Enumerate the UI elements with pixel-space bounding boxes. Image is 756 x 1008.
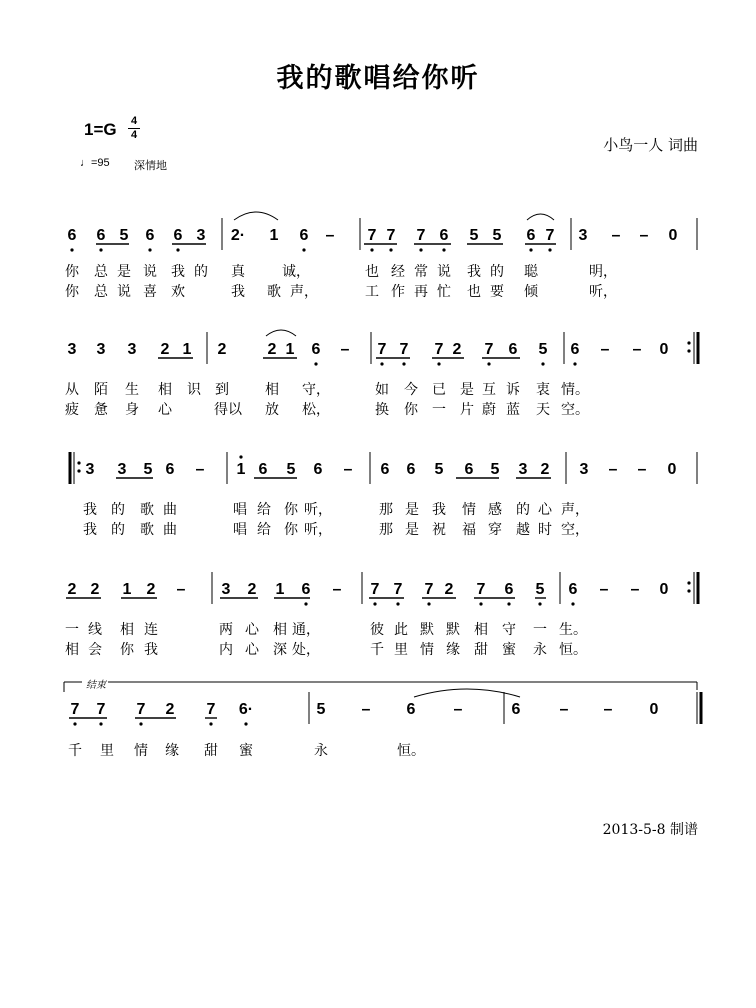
lyric-syllable: 连 bbox=[144, 622, 158, 638]
octave-low-dot bbox=[148, 248, 151, 251]
lyric-syllable: 心 bbox=[245, 622, 259, 638]
note: 2 bbox=[247, 581, 257, 598]
note: – bbox=[340, 341, 350, 358]
note: 2 bbox=[90, 581, 100, 598]
time-signature-top: 4 bbox=[130, 115, 138, 127]
lyric-syllable: 永 bbox=[533, 642, 547, 658]
octave-low-dot bbox=[139, 722, 142, 725]
lyric-syllable: 情 bbox=[462, 502, 476, 518]
note: 6 bbox=[406, 461, 416, 478]
note: 2 bbox=[444, 581, 454, 598]
octave-low-dot bbox=[380, 362, 383, 365]
lyric-syllable: 的 bbox=[490, 264, 504, 280]
lyric-syllable: 身 bbox=[125, 402, 139, 418]
note: 1 bbox=[275, 581, 285, 598]
lyric-syllable: 相 bbox=[65, 642, 79, 658]
octave-low-dot bbox=[548, 248, 551, 251]
note: – bbox=[176, 581, 186, 598]
lyric-syllable: 换 bbox=[375, 402, 389, 418]
note: – bbox=[603, 701, 613, 718]
note: 2 bbox=[67, 581, 77, 598]
lyric-syllable: 甜 bbox=[474, 642, 488, 658]
octave-low-dot bbox=[419, 248, 422, 251]
note: 3 bbox=[579, 461, 589, 478]
note: 1 bbox=[285, 341, 295, 358]
note: 6 bbox=[439, 227, 449, 244]
note: 7 bbox=[434, 341, 444, 358]
note: 1 bbox=[122, 581, 132, 598]
lyric-syllable: 时 bbox=[538, 522, 552, 538]
note: 5 bbox=[538, 341, 548, 358]
lyric-syllable: 经 bbox=[391, 264, 405, 280]
note: 6 bbox=[526, 227, 536, 244]
octave-low-dot bbox=[573, 362, 576, 365]
octave-low-dot bbox=[370, 248, 373, 251]
note: 2 bbox=[267, 341, 277, 358]
note: 7 bbox=[136, 701, 146, 718]
note: 3 bbox=[85, 461, 95, 478]
note: 0 bbox=[659, 341, 669, 358]
note: 2 bbox=[146, 581, 156, 598]
lyric-syllable: 相 bbox=[265, 382, 279, 398]
lyric-syllable: 歌 bbox=[140, 502, 154, 518]
note: 6 bbox=[313, 461, 323, 478]
lyric-syllable: 今 bbox=[404, 382, 418, 398]
lyric-syllable: 聪 bbox=[524, 264, 538, 280]
lyric-syllable: 喜 bbox=[143, 284, 157, 300]
note: – bbox=[639, 227, 649, 244]
lyric-syllable: 唱 bbox=[233, 502, 247, 518]
octave-low-dot bbox=[99, 722, 102, 725]
score-system-5 bbox=[69, 692, 701, 726]
note: 7 bbox=[96, 701, 106, 718]
note: 5 bbox=[286, 461, 296, 478]
lyric-syllable: 从 bbox=[65, 382, 79, 398]
note: 3 bbox=[196, 227, 206, 244]
octave-low-dot bbox=[389, 248, 392, 251]
slur-tie bbox=[266, 330, 296, 336]
lyric-syllable: 总 bbox=[94, 264, 108, 280]
note: – bbox=[343, 461, 353, 478]
note: 7 bbox=[476, 581, 486, 598]
note: 7 bbox=[367, 227, 377, 244]
note: – bbox=[632, 341, 642, 358]
note: 7 bbox=[370, 581, 380, 598]
lyric-syllable: 彼 bbox=[370, 622, 384, 638]
lyric-syllable: 缘 bbox=[165, 743, 179, 759]
lyric-syllable: 蜜 bbox=[502, 642, 516, 658]
lyric-syllable: 感 bbox=[488, 502, 502, 518]
note: 7 bbox=[70, 701, 80, 718]
lyric-syllable: 情。 bbox=[561, 382, 589, 398]
note: 6 bbox=[299, 227, 309, 244]
note: 5 bbox=[119, 227, 129, 244]
lyric-syllable: 祝 bbox=[432, 522, 446, 538]
note: 1 bbox=[182, 341, 192, 358]
key-signature: 1=G bbox=[84, 120, 117, 139]
lyric-syllable: 给 bbox=[257, 522, 271, 538]
lyric-syllable: 你 bbox=[65, 264, 79, 280]
octave-low-dot bbox=[437, 362, 440, 365]
note: 0 bbox=[649, 701, 659, 718]
note: 5 bbox=[316, 701, 326, 718]
note: 6 bbox=[258, 461, 268, 478]
lyric-syllable: 心 bbox=[245, 642, 259, 658]
note: 6 bbox=[301, 581, 311, 598]
lyric-syllable: 也 bbox=[365, 264, 379, 280]
lyric-syllable: 片 bbox=[460, 402, 474, 418]
lyric-syllable: 情 bbox=[420, 642, 434, 658]
lyric-syllable: 天 bbox=[536, 402, 550, 418]
lyric-syllable: 明， bbox=[589, 264, 617, 280]
octave-high-dot bbox=[239, 455, 242, 458]
note: 7 bbox=[545, 227, 555, 244]
note: – bbox=[332, 581, 342, 598]
lyric-syllable: 恒。 bbox=[559, 642, 587, 658]
lyric-syllable: 我 bbox=[231, 284, 245, 300]
lyric-syllable: 欢 bbox=[171, 284, 185, 300]
note: 6 bbox=[570, 341, 580, 358]
octave-low-dot bbox=[442, 248, 445, 251]
lyric-syllable: 穿 bbox=[488, 522, 502, 538]
lyric-syllable: 越 bbox=[516, 522, 530, 538]
octave-low-dot bbox=[314, 362, 317, 365]
lyric-syllable: 一 bbox=[432, 402, 446, 418]
lyric-syllable: 生 bbox=[125, 382, 139, 398]
note: 6 bbox=[96, 227, 106, 244]
lyric-syllable: 诚， bbox=[282, 264, 310, 280]
note: 6 bbox=[508, 341, 518, 358]
lyric-syllable: 要 bbox=[490, 284, 504, 300]
note: 3 bbox=[67, 341, 77, 358]
lyric-syllable: 缘 bbox=[446, 642, 460, 658]
lyric-syllable: 深 bbox=[273, 642, 287, 658]
lyric-syllable: 恒。 bbox=[397, 743, 425, 759]
note: 7 bbox=[399, 341, 409, 358]
note: – bbox=[611, 227, 621, 244]
lyric-syllable: 放 bbox=[265, 402, 279, 418]
octave-low-dot bbox=[73, 722, 76, 725]
lyric-syllable: 听， bbox=[304, 502, 332, 518]
octave-low-dot bbox=[487, 362, 490, 365]
lyric-syllable: 我 bbox=[432, 502, 446, 518]
octave-low-dot bbox=[302, 248, 305, 251]
lyric-syllable: 给 bbox=[257, 502, 271, 518]
note: 7 bbox=[393, 581, 403, 598]
lyric-syllable: 倾 bbox=[524, 284, 538, 300]
note: 6 bbox=[67, 227, 77, 244]
octave-low-dot bbox=[373, 602, 376, 605]
slur-tie bbox=[234, 212, 278, 220]
lyric-syllable: 常 bbox=[414, 264, 428, 280]
note: 6 bbox=[145, 227, 155, 244]
lyric-syllable: 空。 bbox=[561, 402, 589, 418]
octave-low-dot bbox=[427, 602, 430, 605]
lyric-syllable: 永 bbox=[314, 743, 328, 759]
lyric-syllable: 也 bbox=[467, 284, 481, 300]
octave-low-dot bbox=[396, 602, 399, 605]
note: 7 bbox=[424, 581, 434, 598]
lyric-syllable: 相 bbox=[120, 622, 134, 638]
lyric-syllable: 情 bbox=[134, 743, 148, 759]
lyric-syllable: 千 bbox=[370, 642, 384, 658]
lyric-syllable: 如 bbox=[375, 382, 389, 398]
octave-low-dot bbox=[304, 602, 307, 605]
lyric-syllable: 说 bbox=[117, 284, 131, 300]
lyric-syllable: 忙 bbox=[437, 284, 451, 300]
note: 7 bbox=[377, 341, 387, 358]
lyric-syllable: 守， bbox=[302, 382, 330, 398]
lyric-syllable: 一 bbox=[533, 622, 547, 638]
lyric-syllable: 心 bbox=[158, 402, 172, 418]
lyric-syllable: 说 bbox=[143, 264, 157, 280]
note: 3 bbox=[96, 341, 106, 358]
lyric-syllable: 空， bbox=[561, 522, 589, 538]
lyric-syllable: 总 bbox=[94, 284, 108, 300]
lyric-syllable: 疲 bbox=[65, 402, 79, 418]
note: 5 bbox=[490, 461, 500, 478]
note: 5 bbox=[434, 461, 444, 478]
song-title: 我的歌唱给你听 bbox=[276, 63, 480, 94]
note: 7 bbox=[386, 227, 396, 244]
note: 5 bbox=[492, 227, 502, 244]
lyric-syllable: 我 bbox=[144, 642, 158, 658]
repeat-dot bbox=[687, 349, 690, 352]
lyric-syllable: 是 bbox=[405, 522, 419, 538]
lyric-syllable: 的 bbox=[111, 522, 125, 538]
note: 0 bbox=[667, 461, 677, 478]
lyric-syllable: 的 bbox=[516, 502, 530, 518]
octave-low-dot bbox=[176, 248, 179, 251]
note: 3 bbox=[117, 461, 127, 478]
note: 1 bbox=[269, 227, 279, 244]
lyric-syllable: 听， bbox=[304, 522, 332, 538]
lyric-syllable: 是 bbox=[460, 382, 474, 398]
lyric-syllable: 曲 bbox=[163, 522, 177, 538]
transcription-date: 2013-5-8 制谱 bbox=[602, 822, 698, 838]
tempo-marking: ♩=95 bbox=[80, 157, 110, 169]
note: – bbox=[630, 581, 640, 598]
note: 6· bbox=[238, 701, 254, 718]
lyric-syllable: 歌 bbox=[267, 284, 281, 300]
note: 6 bbox=[504, 581, 514, 598]
lyric-syllable: 衷 bbox=[536, 382, 550, 398]
lyric-syllable: 两 bbox=[219, 622, 233, 638]
lyric-syllable: 我 bbox=[83, 522, 97, 538]
repeat-dot bbox=[687, 341, 690, 344]
lyric-syllable: 线 bbox=[88, 622, 102, 638]
octave-low-dot bbox=[529, 248, 532, 251]
lyric-syllable: 已 bbox=[432, 382, 446, 398]
lyric-syllable: 识 bbox=[187, 382, 201, 398]
lyric-syllable: 内 bbox=[219, 642, 233, 658]
lyric-syllable: 相 bbox=[273, 622, 287, 638]
lyrics-layer bbox=[65, 263, 617, 759]
slur-tie bbox=[527, 214, 554, 220]
lyric-syllable: 此 bbox=[394, 622, 408, 638]
octave-low-dot bbox=[402, 362, 405, 365]
lyric-syllable: 你 bbox=[404, 402, 418, 418]
lyric-syllable: 互 bbox=[482, 382, 496, 398]
lyric-syllable: 我 bbox=[171, 264, 185, 280]
lyric-syllable: 是 bbox=[117, 264, 131, 280]
octave-low-dot bbox=[541, 362, 544, 365]
note: 3 bbox=[518, 461, 528, 478]
lyric-syllable: 惫 bbox=[94, 402, 108, 418]
lyric-syllable: 通， bbox=[292, 622, 320, 638]
note: 6 bbox=[173, 227, 183, 244]
lyric-syllable: 你 bbox=[284, 502, 298, 518]
octave-low-dot bbox=[244, 722, 247, 725]
note: 6 bbox=[464, 461, 474, 478]
lyric-syllable: 心 bbox=[538, 502, 552, 518]
note: 6 bbox=[165, 461, 175, 478]
note: 2· bbox=[230, 227, 246, 244]
lyric-syllable: 你 bbox=[284, 522, 298, 538]
composer-credit: 小鸟一人 词曲 bbox=[603, 136, 698, 154]
lyric-syllable: 蜜 bbox=[239, 743, 253, 759]
note: 6 bbox=[311, 341, 321, 358]
ending-label: 结束 bbox=[86, 680, 106, 691]
lyric-syllable: 会 bbox=[88, 642, 102, 658]
lyric-syllable: 我 bbox=[467, 264, 481, 280]
repeat-dot bbox=[687, 581, 690, 584]
note: 3 bbox=[221, 581, 231, 598]
lyric-syllable: 声， bbox=[290, 284, 318, 300]
lyric-syllable: 你 bbox=[65, 284, 79, 300]
lyric-syllable: 工 bbox=[365, 284, 379, 300]
lyric-syllable: 蓝 bbox=[506, 402, 520, 418]
octave-low-dot bbox=[538, 602, 541, 605]
note: – bbox=[637, 461, 647, 478]
octave-low-dot bbox=[99, 248, 102, 251]
octave-low-dot bbox=[507, 602, 510, 605]
lyric-syllable: 千 bbox=[68, 743, 82, 759]
note: – bbox=[325, 227, 335, 244]
note: 7 bbox=[484, 341, 494, 358]
note: 0 bbox=[668, 227, 678, 244]
lyric-syllable: 说 bbox=[437, 264, 451, 280]
lyric-syllable: 守 bbox=[502, 622, 516, 638]
lyric-syllable: 作 bbox=[391, 284, 405, 300]
note: 2 bbox=[540, 461, 550, 478]
lyric-syllable: 生。 bbox=[559, 622, 587, 638]
lyric-syllable: 福 bbox=[462, 522, 476, 538]
lyric-syllable: 你 bbox=[120, 642, 134, 658]
lyric-syllable: 得以 bbox=[214, 402, 242, 418]
octave-low-dot bbox=[70, 248, 73, 251]
note: 5 bbox=[469, 227, 479, 244]
lyric-syllable: 是 bbox=[405, 502, 419, 518]
lyric-syllable: 的 bbox=[111, 502, 125, 518]
octave-low-dot bbox=[209, 722, 212, 725]
note: 6 bbox=[511, 701, 521, 718]
note: 6 bbox=[568, 581, 578, 598]
lyric-syllable: 曲 bbox=[163, 502, 177, 518]
lyric-syllable: 处， bbox=[292, 642, 320, 658]
note: – bbox=[608, 461, 618, 478]
note: 7 bbox=[416, 227, 426, 244]
score-system-1 bbox=[68, 218, 697, 252]
lyric-syllable: 的 bbox=[194, 264, 208, 280]
lyric-syllable: 一 bbox=[65, 622, 79, 638]
note: 0 bbox=[659, 581, 669, 598]
lyric-syllable: 相 bbox=[474, 622, 488, 638]
lyric-syllable: 到 bbox=[215, 382, 229, 398]
note: – bbox=[600, 341, 610, 358]
lyric-syllable: 蔚 bbox=[482, 402, 496, 418]
lyric-syllable: 陌 bbox=[94, 382, 108, 398]
note: – bbox=[453, 701, 463, 718]
repeat-dot bbox=[687, 589, 690, 592]
note: 7 bbox=[206, 701, 216, 718]
repeat-dot bbox=[77, 461, 80, 464]
note: 5 bbox=[535, 581, 545, 598]
lyric-syllable: 甜 bbox=[204, 743, 218, 759]
note: 3 bbox=[578, 227, 588, 244]
note: – bbox=[599, 581, 609, 598]
lyric-syllable: 诉 bbox=[506, 382, 520, 398]
lyric-syllable: 唱 bbox=[233, 522, 247, 538]
lyric-syllable: 默 bbox=[420, 622, 434, 638]
lyric-syllable: 默 bbox=[446, 622, 460, 638]
score-system-4 bbox=[66, 572, 698, 606]
score-system-3 bbox=[70, 452, 697, 484]
note: 2 bbox=[217, 341, 227, 358]
repeat-dot bbox=[77, 469, 80, 472]
lyric-syllable: 松， bbox=[302, 402, 330, 418]
note: – bbox=[195, 461, 205, 478]
octave-low-dot bbox=[479, 602, 482, 605]
note: 1 bbox=[236, 461, 246, 478]
time-signature-bottom: 4 bbox=[130, 129, 138, 141]
note: 6 bbox=[406, 701, 416, 718]
lyric-syllable: 歌 bbox=[140, 522, 154, 538]
note: 2 bbox=[160, 341, 170, 358]
note: 3 bbox=[127, 341, 137, 358]
lyric-syllable: 那 bbox=[379, 522, 393, 538]
note: 5 bbox=[143, 461, 153, 478]
score-system-2 bbox=[68, 332, 698, 366]
note: – bbox=[559, 701, 569, 718]
lyric-syllable: 里 bbox=[100, 743, 114, 759]
lyric-syllable: 那 bbox=[379, 502, 393, 518]
note: 2 bbox=[452, 341, 462, 358]
note: 2 bbox=[165, 701, 175, 718]
note: 6 bbox=[380, 461, 390, 478]
lyric-syllable: 里 bbox=[394, 642, 408, 658]
lyric-syllable: 真 bbox=[231, 264, 245, 280]
note: – bbox=[361, 701, 371, 718]
lyric-syllable: 相 bbox=[158, 382, 172, 398]
lyric-syllable: 我 bbox=[83, 502, 97, 518]
lyric-syllable: 声， bbox=[561, 502, 589, 518]
expression-marking: 深情地 bbox=[134, 160, 167, 172]
lyric-syllable: 听， bbox=[589, 284, 617, 300]
octave-low-dot bbox=[571, 602, 574, 605]
lyric-syllable: 再 bbox=[414, 284, 428, 300]
